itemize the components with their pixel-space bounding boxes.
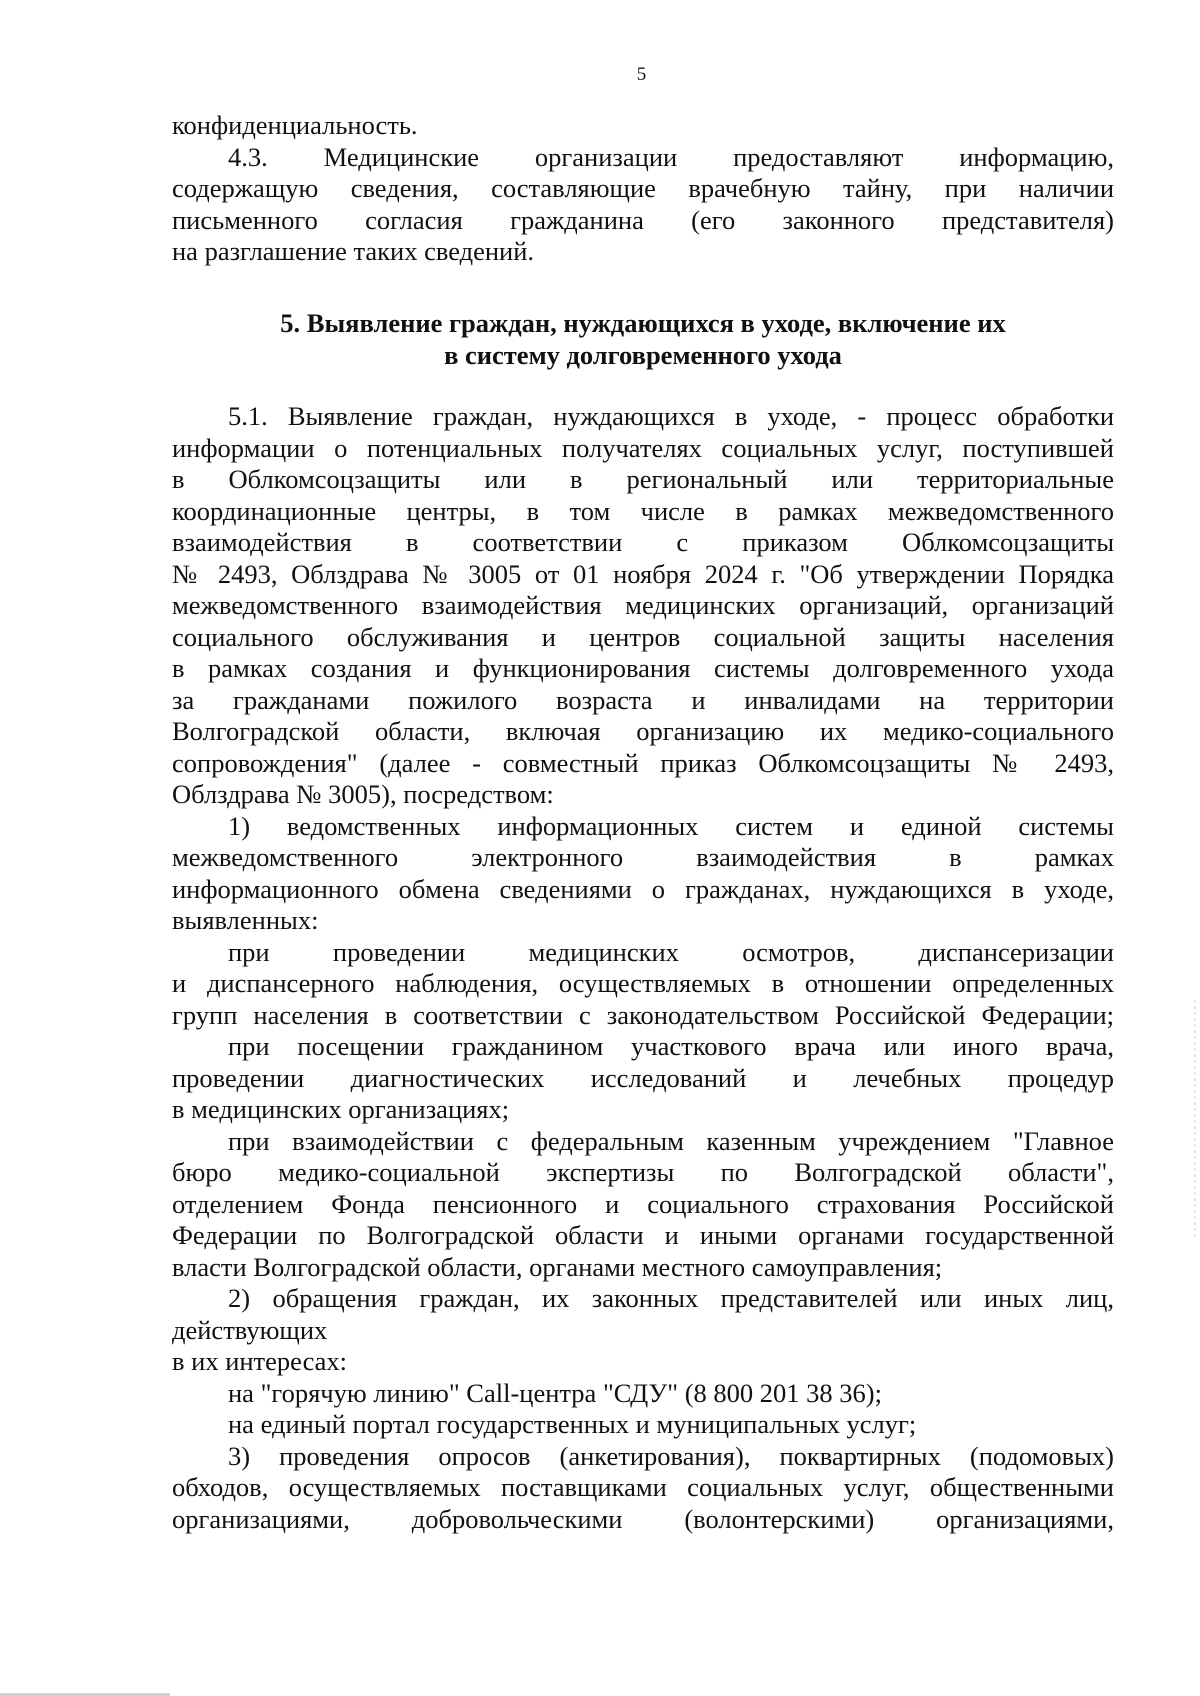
text-line: 5.1. Выявление граждан, нуждающихся в уходе, - процесс обработки <box>228 401 1114 431</box>
section-heading <box>172 308 1114 371</box>
text-line: организациями, добровольческими (волонтерскими) организациями, <box>172 1503 1114 1534</box>
text-line: отделением Фонда пенсионного и социального страхования Российской <box>172 1188 1114 1219</box>
text-line: информационного обмена сведениями о гражданах, нуждающихся в уходе, <box>172 873 1114 904</box>
text-line: на "горячую линию" Call-центра "СДУ" (8 800 201 38 36); <box>228 1377 882 1408</box>
text-line: власти Волгоградской области, органами местного самоуправления; <box>172 1251 943 1282</box>
heading-line: 5. Выявление граждан, нуждающихся в уходе, включение их <box>280 308 1006 338</box>
text-line: в Облкомсоцзащиты или в региональный или территориальные <box>172 464 1114 494</box>
text-line: при взаимодействии с федеральным казенным учреждением "Главное <box>228 1125 1114 1156</box>
text-line: групп населения в соответствии с законодательством Российской Федерации; <box>172 999 1114 1030</box>
text-line: 4.3. Медицинские организации предоставляют информацию, <box>228 141 1114 172</box>
text-line: в медицинских организациях; <box>172 1094 510 1124</box>
text-line: в рамках создания и функционирования системы долговременного ухода <box>172 653 1114 683</box>
section-4-tail <box>172 110 1114 268</box>
text-line: при проведении медицинских осмотров, диспансеризации <box>228 936 1114 967</box>
text-line: 1) ведомственных информационных систем и единой системы <box>228 810 1114 841</box>
text-line: № 2493, Облздрава № 3005 от 01 ноября 2024 г. "Об утверждении Порядка <box>172 558 1114 589</box>
text-line: на разглашение таких сведений. <box>172 236 535 266</box>
text-line: действующих <box>172 1314 328 1345</box>
text-line: Облздрава № 3005), посредством: <box>172 779 554 809</box>
text-line: обходов, осуществляемых поставщиками социальных услуг, общественными <box>172 1472 1114 1502</box>
text-line: конфиденциальность. <box>172 110 418 140</box>
text-line: содержащую сведения, составляющие врачебную тайну, при наличии <box>172 173 1114 203</box>
text-line: письменного согласия гражданина (его законного представителя) <box>172 204 1114 235</box>
text-line: на единый портал государственных и муниципальных услуг; <box>228 1409 917 1439</box>
text-line: при посещении гражданином участкового врача или иного врача, <box>228 1031 1114 1061</box>
text-line: Волгоградской области, включая организацию их медико-социального <box>172 716 1114 746</box>
text-line: межведомственного электронного взаимодействия в рамках <box>172 842 1114 872</box>
text-line: 2) обращения граждан, их законных представителей или иных лиц, <box>228 1283 1114 1313</box>
page-number: 5 <box>636 64 647 85</box>
text-line: информации о потенциальных получателях социальных услуг, поступившей <box>172 432 1114 463</box>
text-line: координационные центры, в том числе в рамках межведомственного <box>172 495 1114 526</box>
section-5-body <box>172 401 1114 1535</box>
text-line: сопровождения" (далее - совместный приказ Облкомсоцзащиты № 2493, <box>172 747 1114 778</box>
text-line: проведении диагностических исследований и лечебных процедур <box>172 1062 1114 1093</box>
text-line: в их интересах: <box>172 1346 348 1376</box>
scan-artifact-edge <box>1194 1000 1196 1240</box>
text-line: социального обслуживания и центров социальной защиты населения <box>172 621 1114 652</box>
text-line: взаимодействия в соответствии с приказом Облкомсоцзащиты <box>172 527 1114 557</box>
text-line: и диспансерного наблюдения, осуществляемых в отношении определенных <box>172 968 1114 998</box>
text-line: Федерации по Волгоградской области и иными органами государственной <box>172 1220 1114 1250</box>
text-line: 3) проведения опросов (анкетирования), поквартирных (подомовых) <box>228 1440 1114 1471</box>
text-line: за гражданами пожилого возраста и инвалидами на территории <box>172 684 1114 715</box>
text-line: бюро медико-социальной экспертизы по Волгоградской области", <box>172 1157 1114 1187</box>
text-line: выявленных: <box>172 905 319 935</box>
heading-line: в систему долговременного ухода <box>444 339 842 370</box>
text-line: межведомственного взаимодействия медицинских организаций, организаций <box>172 590 1114 620</box>
